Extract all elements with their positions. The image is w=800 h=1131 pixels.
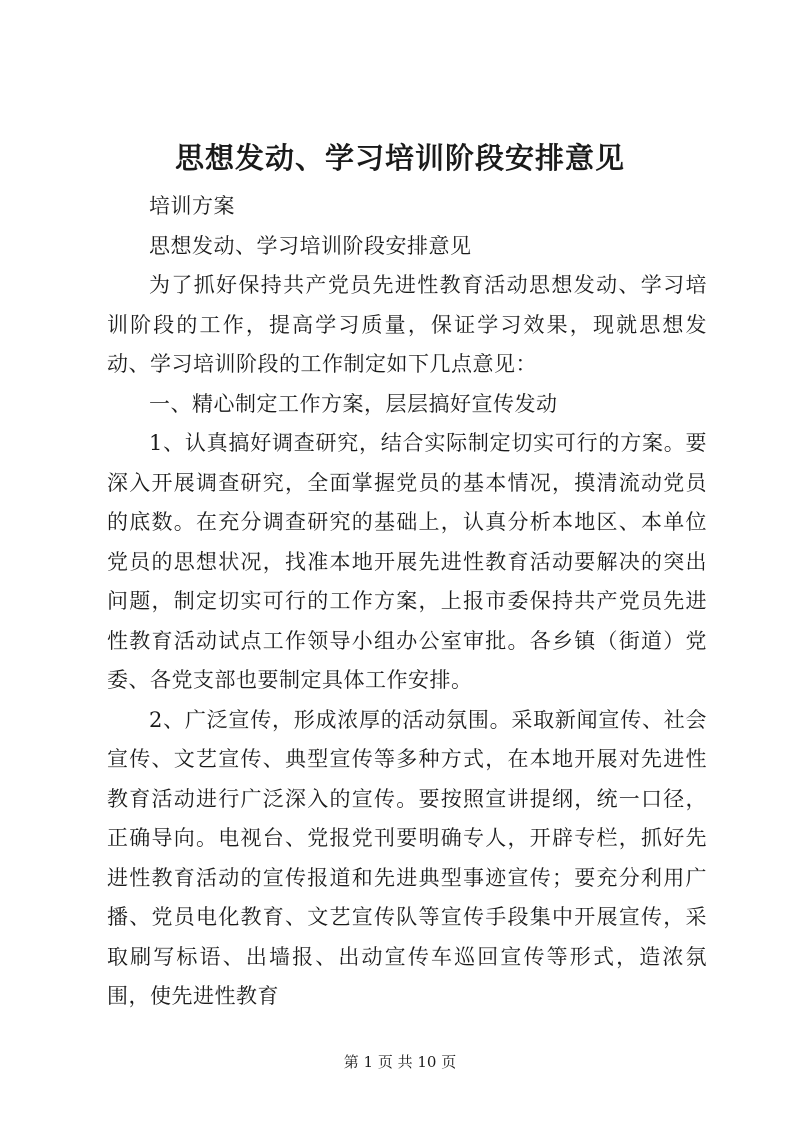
paragraph-item-1: 1、认真搞好调查研究，结合实际制定切实可行的方案。要深入开展调查研究，全面掌握党员的基本情况，摸清流动党员的底数。在充分调查研究的基础上，认真分析本地区、本单位党员的思想状况，找准本地开展先进性教育活动要解决的突出问题，制定切实可行的工作方案，上报市委保持共产党员先进性教育活动试点工作领导小组办公室审批。各乡镇（街道）党委、各党支部也要制定具体工作安排。 bbox=[107, 431, 707, 692]
paragraph-subtitle: 培训方案 bbox=[149, 194, 235, 218]
section-heading: 一、精心制定工作方案，层层搞好宣传发动 bbox=[149, 391, 558, 416]
page-number-footer: 第 1 页 共 10 页 bbox=[343, 1053, 457, 1071]
document-body bbox=[107, 187, 707, 1017]
paragraph-intro: 为了抓好保持共产党员先进性教育活动思想发动、学习培训阶段的工作，提高学习质量，保证学习效果，现就思想发动、学习培训阶段的工作制定如下几点意见： bbox=[107, 273, 707, 376]
document-title: 思想发动、学习培训阶段安排意见 bbox=[174, 141, 625, 175]
paragraph-item-2: 2、广泛宣传，形成浓厚的活动氛围。采取新闻宣传、社会宣传、文艺宣传、典型宣传等多种方式，在本地开展对先进性教育活动进行广泛深入的宣传。要按照宣讲提纲，统一口径，正确导向。电视台、党报党刊要明确专人，开辟专栏，抓好先进性教育活动的宣传报道和先进典型事迹宣传；要充分利用广播、党员电化教育、文艺宣传队等宣传手段集中开展宣传，采取刷写标语、出墙报、出动宣传车巡回宣传等形式，造浓氛围，使先进性教育 bbox=[107, 707, 707, 1008]
paragraph-heading: 思想发动、学习培训阶段安排意见 bbox=[149, 233, 472, 258]
